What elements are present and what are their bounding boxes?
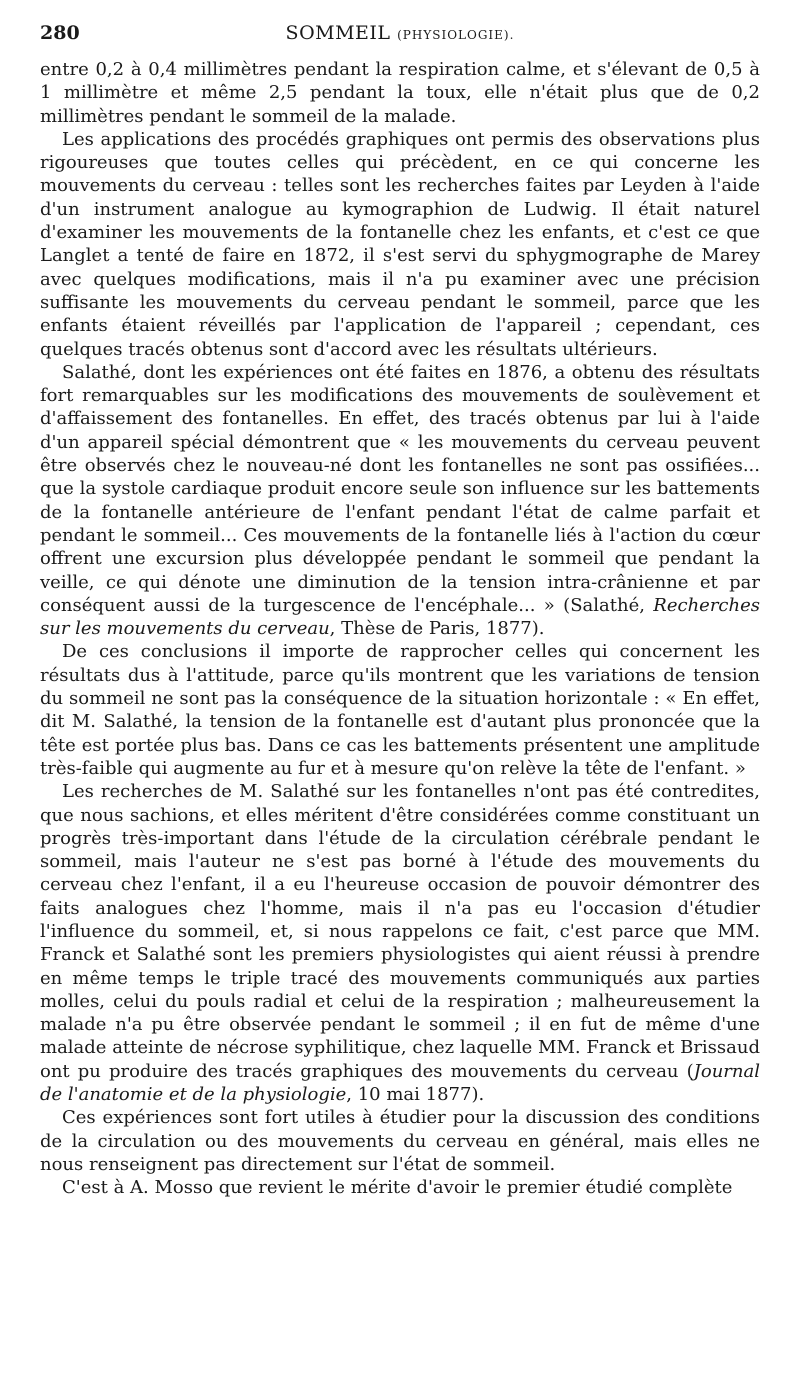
- running-title-main: SOMMEIL: [285, 22, 391, 44]
- paragraph-continued: entre 0,2 à 0,4 millimètres pendant la respiration calme, et s'élevant de 0,5 à 1 millimètre et même 2,5 pendant la toux, elle n'était plus que de 0,2 millimètres pendant le sommeil de la malade.: [40, 59, 760, 127]
- cited-title: Recherches sur les mouvements du cerveau: [40, 594, 760, 640]
- paragraph-text: , Thèse de Paris, 1877).: [329, 618, 545, 640]
- paragraph-text: Les recherches de M. Salathé sur les fontanelles n'ont pas été contredites, que nous sachions, et elles méritent d'être considérées comme constituant un progrès très-important dans l'étude de la circulation cérébrale pendant le sommeil, mais l'auteur ne s'est pas borné à l'étude des mouvements du cerveau chez l'enfant, il a eu l'heureuse occasion de pouvoir démontrer des faits analogues chez l'homme, mais il n'a pas eu l'occasion d'étudier l'influence du sommeil, et, si nous rappelons ce fait, c'est parce que MM. Franck et Salathé sont les premiers physiologistes qui aient réussi à prendre en même temps le triple tracé des mouvements communiqués aux parties molles, celui du pouls radial et celui de la respiration ; malheureusement la malade n'a pu être observée pendant le sommeil ; il en fut de même d'une malade atteinte de nécrose syphilitique, chez laquelle MM. Franck et Brissaud ont pu produire des tracés graphiques des mouvements du cerveau (: [40, 781, 760, 1082]
- paragraph-text: Salathé, dont les expériences ont été faites en 1876, a obtenu des résultats fort remarquables sur les modifications des mouvements de soulèvement et d'affaissement des fontanelles. En effet, des tracés obtenus par lui à l'aide d'un appareil spécial démontrent que « les mouvements du cerveau peuvent être observés chez le nouveau-né dont les fontanelles ne sont pas ossifiées... que la systole cardiaque produit encore seule son influence sur les battements de la fontanelle antérieure de l'enfant pendant l'état de calme parfait et pendant le sommeil... Ces mouvements de la fontanelle liés à l'action du cœur offrent une excursion plus développée pendant le sommeil que pendant la veille, ce qui dénote une diminution de la tension intra-crânienne et par conséquent aussi de la turgescence de l'encéphale... » (Salathé,: [40, 361, 760, 616]
- body-text: [40, 58, 760, 1200]
- paragraph: Ces expériences sont fort utiles à étudier pour la discussion des conditions de la circulation ou des mouvements du cerveau en général, mais elles ne nous renseignent pas directement sur l'état de sommeil.: [40, 1107, 760, 1175]
- running-title-subtitle: (PHYSIOLOGIE).: [397, 28, 515, 42]
- paragraph: [40, 780, 760, 1106]
- cited-title: Journal de l'anatomie et de la physiologie: [40, 1060, 760, 1106]
- paragraph: Les applications des procédés graphiques ont permis des observations plus rigoureuses que toutes celles qui précèdent, en ce qui concerne les mouvements du cerveau : telles sont les recherches faites par Leyden à l'aide d'un instrument analogue au kymographion de Ludwig. Il était naturel d'examiner les mouvements de la fontanelle chez les enfants, et c'est ce que Langlet a tenté de faire en 1872, il s'est servi du sphygmographe de Marey avec quelques modifications, mais il n'a pu examiner avec une précision suffisante les mouvements du cerveau pendant le sommeil, parce que les enfants étaient réveillés par l'application de l'appareil ; cependant, ces quelques tracés obtenus sont d'accord avec les résultats ultérieurs.: [40, 128, 760, 360]
- paragraph: De ces conclusions il importe de rapprocher celles qui concernent les résultats dus à l'attitude, parce qu'ils montrent que les variations de tension du sommeil ne sont pas la conséquence de la situation horizontale : « En effet, dit M. Salathé, la tension de la fontanelle est d'autant plus prononcée que la tête est portée plus bas. Dans ce cas les battements présentent une amplitude très-faible qui augmente au fur et à mesure qu'on relève la tête de l'enfant. »: [40, 641, 760, 779]
- paragraph: [40, 361, 760, 641]
- paragraph-text: , 10 mai 1877).: [346, 1084, 485, 1106]
- paragraph: C'est à A. Mosso que revient le mérite d'avoir le premier étudié complète: [62, 1177, 733, 1199]
- running-title: [40, 22, 760, 44]
- page-header: [40, 22, 760, 52]
- page-number: 280: [40, 22, 80, 44]
